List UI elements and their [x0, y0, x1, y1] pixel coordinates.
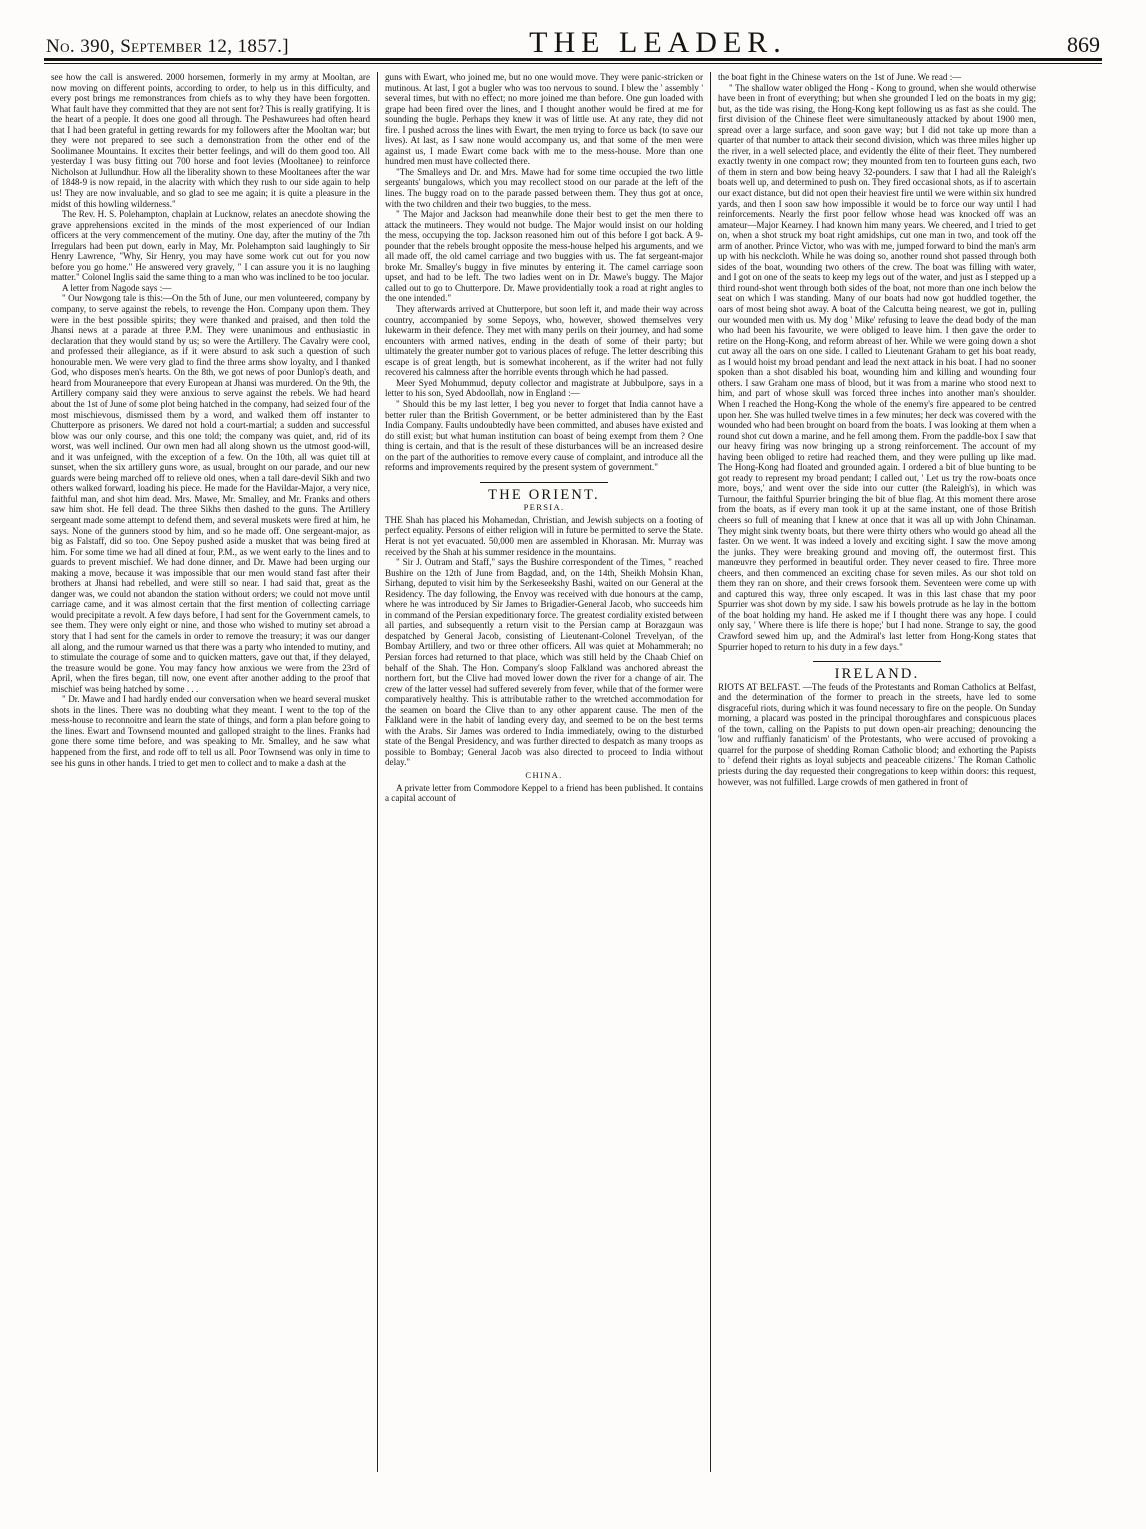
- article-paragraph: A letter from Nagode says :—: [62, 282, 172, 293]
- article-paragraph: THE Shah has placed his Mohamedan, Christian, and Jewish subjects on a footing of perfect equality. Persons of either religion will in future be permitted to serve the State. Herat is not yet evacuated. 50,000 men are assembled in Khorasan. Mr. Murray was received by the Shah at his summer residence in the mountains.: [385, 514, 703, 557]
- article-paragraph: "The Smalleys and Dr. and Mrs. Mawe had for some time occupied the two little sergeants' bungalows, which you may recollect stood on our parade at the left of the lines. The buggy road on to the parade passed between them. They thus got at once, with the two children and their two buggies, to the mess.: [385, 166, 703, 209]
- article-paragraph: RIOTS AT BELFAST. —The feuds of the Protestants and Roman Catholics at Belfast, and the determination of the former to preach in the streets, have led to some disgraceful riots, during which it was found necessary to fire on the people. On Sunday morning, a placard was posted in the principal thoroughfares and conspicuous places of the town, calling on the Papists to put down open-air preaching; denouncing the 'low and ruffianly fanaticism' of the Protestants, who were accused of provoking a quarrel for the purpose of shedding Roman Catholic blood; and exhorting the Papists to ' defend their rights as loyal subjects and peaceable citizens.' The Roman Catholic priests during the day requested their congregations to keep within doors: this request, however, was not fulfilled. Large crowds of men gathered in front of: [718, 681, 1036, 787]
- article-paragraph: " The Major and Jackson had meanwhile done their best to get the men there to attack the mutineers. They would not budge. The Major would insist on our holding the mess, occupying the top. Jackson reasoned him out of this before I got back. A 9-pounder that the rebels brought opposite the mess-house helped his arguments, and we all made off, the old camel carriage and two buggies with us. The fat sergeant-major broke Mr. Smalley's buggy in five minutes by entering it. The camel carriage soon upset, and had to be left. The two ladies went on in Dr. Mawe's buggy. The Major called out to go to Chutterpore. Dr. Mawe providentially took a road at right angles to the one intended.": [385, 209, 703, 304]
- section-subheading: CHINA.: [525, 770, 563, 780]
- issue-line: No. 390, September 12, 1857.]: [46, 36, 289, 57]
- section-subheading: PERSIA.: [523, 502, 565, 513]
- article-paragraph: They afterwards arrived at Chutterpore, but soon left it, and made their way across country, accompanied by some Sepoys, who, however, showed themselves very lukewarm in their defence. They met with many perils on their journey, and had some encounters with armed natives, ending in the death of some of their party; but ultimately the greater number got to various places of refuge. The letter describing this escape is of great length, but is somewhat incoherent, as if the writer had not fully recovered his calmness after the horrible events through which he had passed.: [385, 304, 703, 378]
- article-paragraph: Meer Syed Mohummud, deputy collector and magistrate at Jubbulpore, says in a letter to his son, Syed Abdoollah, now in England :—: [385, 377, 703, 399]
- column-container: [44, 72, 1102, 1472]
- article-paragraph: " Sir J. Outram and Staff," says the Bushire correspondent of the Times, " reached Bushire on the 12th of June from Bagdad, and, on the 14th, Sheikh Mohsin Khan, Sirhang, deputed to visit him by the Serkeseekshy Bashi, waited on our General at the Residency. The day following, the Envoy was received with due honours at the camp, where he was introduced by Sir James to Brigadier-General Jacob, who succeeds him in command of the Persian expeditionary force. The greatest cordiality existed between all parties, and subsequently a return visit to the Persian camp at Borazgaun was despatched by General Jacob, consisting of Lieutenant-Colonel Trevelyan, of the Bombay Artillery, and two or three other officers. All was quiet at Mohammerah; no Persian forces had returned to that place, which was still held by the Chaab Chief on behalf of the Shah. The Hon. Company's sloop Falkland was anchored abreast the northern fort, but the Clive had moved lower down the river for a change of air. The crew of the latter vessel had suffered severely from fever, while that of the former were comparatively healthy. This is attributable rather to the wretched accommodation for the seamen on board the Clive than to any other apparent cause. The men of the Falkland were in the habit of landing every day, and seemed to be on the best terms with the Arabs. Sir James was ordered to India immediately, owing to the disturbed state of the Bengal Presidency, and was further directed to despatch as many troops as possible to Bombay; General Jacob was also directed to proceed to India without delay.": [385, 557, 703, 768]
- article-paragraph: the boat fight in the Chinese waters on the 1st of June. We read :—: [718, 72, 962, 82]
- article-paragraph: " Our Nowgong tale is this:—On the 5th of June, our men volunteered, company by company, to serve against the rebels, to revenge the Hon. Company upon them. They were in the best possible spirits; they were thanked and praised, and then told the Jhansi news at a parade at three P.M. They were unanimous and enthusiastic in declaration that they would stand by us; so were the Artillery. The Cavalry were cool, and professed their allegiance, as if it were absurd to ask such a question of such honourable men. We were very glad to find the three arms show loyalty, and I thanked God, who disposes men's hearts. On the 8th, we got news of poor Dunlop's death, and heard from Mouraneepore that every European at Jhansi was murdered. On the 9th, the Artillery company said they were anxious to serve against the rebels. We had heard about the 1st of June of some plot being hatched in the company, had seized four of the most mischievous, dismissed them by a word, and walked them off instanter to Chutterpore as prisoners. We dared not hold a court-martial; a sudden and successful blow was our only course, and this one told; the company was quiet, and, rid of its worst, was well inclined. Our own men had all along shown us the utmost good-will, and it was unfeigned, with the exception of a few. On the 10th, all was quiet till at sunset, when the six artillery guns wore, as usual, brought on our parade, and our new guards were being marched off to relieve old ones, when a tall dare-devil Sikh and two others walked forward, loading his piece. He made for the Havildar-Major, a very nice, faithful man, and shot him dead. Mrs. Mawe, Mr. Smalley, and Mr. Franks and others saw him shot. He fell dead. The three Sikhs then dashed to the guns. The Artillery sergeant made some attempt to defend them, and several muskets were fired at him, he says. None of the gunners stood by him, and so he made off. One sergeant-major, as big as Falstaff, did so too. One Sepoy pushed aside a musket that was being fired at him. For some time we had all dined at four, P.M., as we went early to the lines and to guards to prevent mischief. We had done dinner, and Dr. Mawe had been urging our making a move, because it was impossible that our men would stand fast after their brothers at Jhansi had rebelled, and were still so near. I had said that, great as the danger was, we could not abandon the station without orders; we could not move until carriage came, and it was almost certain that the first mention of collecting carriage would precipitate a revolt. A few days before, I had sent for the Government camels, to see them. They were only eight or nine, and those who wished to mutiny set abroad a story that I had sent for the camels in order to remove the treasury; it was our danger all along, and the rumour warned us that there was a party who intended to mutiny, and to stimulate the courage of some and to quicken matters, gave out that, if they delayed, the treasure would be gone. You may fancy how anxious we were from the 23rd of April, when the fires began, till now, one event after another adding to the proof that mischief was being hatched by some . . .: [51, 293, 370, 694]
- section-heading: IRELAND.: [834, 666, 920, 683]
- column-1: [44, 72, 377, 1472]
- article-paragraph: " Should this be my last letter, I beg you never to forget that India cannot have a better ruler than the British Government, or be better administered than by the East India Company. Faults undoubtedly have been committed, and abuses have existed and do still exist; but what human institution can boast of being exempt from them ? One thing is certain, and that is the result of these disturbances will be an increased desire on the part of the authorities to remove every cause of complaint, and introduce all the reforms and improvements required by the present system of government.": [385, 398, 703, 473]
- section-divider: [480, 482, 608, 483]
- article-paragraph: The Rev. H. S. Polehampton, chaplain at Lucknow, relates an anecdote showing the grave apprehensions excited in the minds of the most experienced of our Indian officers at the very commencement of the mutiny. One day, after the mutiny of the 7th Irregulars had been put down, early in May, Mr. Polehampton said laughingly to Sir Henry Lawrence, "Why, Sir Henry, you may have some work cut out for you now before you go home." He answered very gravely, " I can assure you it is no laughing matter." Colonel Inglis said the same thing to a man who was inclined to be too jocular.: [51, 209, 370, 283]
- page-title: THE LEADER.: [529, 26, 787, 59]
- section-divider: [813, 661, 941, 662]
- article-paragraph: " Dr. Mawe and I had hardly ended our conversation when we heard several musket shots in the lines. There was no doubting what they meant. I went to the top of the mess-house to reconnoitre and learn the state of things, and form a plan before going to the lines. Ewart and Townsend mounted and galloped straight to the lines. Franks had gone there some time before, and was speaking to Mr. Smalley, and he saw what happened from the first, and rode off to tell us all. Poor Townsend was only in time to see his guns in other hands. I tried to get men to collect and to make a dash at the: [51, 694, 370, 768]
- article-paragraph: A private letter from Commodore Keppel to a friend has been published. It contains a capital account of: [385, 782, 703, 804]
- page-number: 869: [1066, 32, 1100, 57]
- article-paragraph: guns with Ewart, who joined me, but no one would move. They were panic-stricken or mutinous. At last, I got a bugler who was too nervous to sound. I blew the ' assembly ' several times, but with no effect; no more joined me than before. One gun loaded with grape had been fired over the lines, and I thought another would be fired at me for sounding the bugle. Perhaps they knew it was of little use. At any rate, they did not fire. I pushed across the lines with Ewart, the men trying to force us back (to save our lives). At last, as I saw none would accompany us, and that some of the men were against us, I made Ewart come back with me to the mess-house. More than one hundred men must have collected there.: [385, 72, 703, 167]
- article-paragraph: " The shallow water obliged the Hong - Kong to ground, when she would otherwise have been in front of everything; but when she grounded I led on the boats in my gig; but, as the tide was rising, the Hong-Kong kept following us as fast as she could. The first division of the Chinese fleet were simultaneously attacked by about 1900 men, spread over a large surface, and soon gave way; but I did not take up more than a quarter of that number to attack their second division, which was three miles higher up the river, in a well selected place, and evidently the élite of their fleet. They numbered exactly twenty in one compact row; they mounted from ten to fourteen guns each, two of them in stern and bow being heavy 32-pounders. I saw that I had all the Raleigh's boats well up, and determined to push on. They fired occasional shots, as if to ascertain our exact distance, but did not open their heaviest fire until we were within six hundred yards, and then I soon saw how impossible it would be to force our way until I had reinforcements. Nearly the first poor fellow whose head was knocked off was an amateur—Major Kearney. I had known him many years. We cheered, and I tried to get on, when a shot struck my boat right amidships, cut one man in two, and took off the arm of another. Prince Victor, who was with me, jumped forward to bind the man's arm up with his neckcloth. While he was doing so, another round shot passed through both sides of the boat, wounding two others of the crew. The boat was filling with water, and I got on one of the seats to keep my legs out of the water, and just as I stepped up a third round-shot went through both sides of the boat, not more than one inch below the seat on which I was standing. Many of our boats had now got huddled together, the oars of most being shot away. A boat of the Calcutta being nearest, we got in, pulling our wounded men with us. My dog ' Mike' refusing to leave the dead body of the man who had been his favourite, we were obliged to leave him. I then gave the order to retire on the Hong-Kong, and reform abreast of her. While we were going down a shot cut away all the oars on one side. I called to Lieutenant Graham to get his boat ready, as I would hoist my broad pendant and lead the next attack in his boat. I had no sooner spoken than a shot disabled his boat, wounding him and killing and wounding four others. I saw Graham one mass of blood, but it was from a marine who stood next to him, and part of whose skull was forced three inches into another man's shoulder. When I reached the Hong-Kong the whole of the enemy's fire appeared to be centred upon her. She was hulled twelve times in a few minutes; her deck was covered with the wounded who had been brought on board from the boats. I was looking at them when a round shot cut down a marine, and he fell among them. From the paddle-box I saw that our heavy firing was now bringing up a strong reinforcement. The account of my having been obliged to retire had reached them, and they were pulling up like mad. The Hong-Kong had floated and grounded again. I ordered a bit of blue bunting to be got ready to represent my broad pendant; I called out, ' Let us try the row-boats once more, boys,' and went over the side into our cutter (the Raleigh's), in which was Turnour, the faithful Spurrier bringing the bit of blue flag. At this moment there arose from the boats, as if every man took it up at the same instant, one of those British cheers so full of meaning that I knew at once that it was all up with John Chinaman. They might sink twenty boats, but there were thirty others who would go ahead all the faster. On we went. It was indeed a lovely and exciting sight. I saw the move among the junks. They were breaking ground and moving off, the outermost first. This manœuvre they performed in beautiful order. They never ceased to fire. Three more cheers, and then commenced an exciting chase for seven miles. As our shot told on them they ran on shore, and their crews forsook them. Seventeen were come up with and captured this way, three only escaped. It was in this last chase that my poor Spurrier was shot down by my side. I saw his bowels protrude as he lay in the bottom of the boat holding my hand. He asked me if I thought there was any hope. I could only say, ' Where there is life there is hope;' but I had none. Strange to say, the good Crawford sewed him up, and the Admiral's last letter from Hong-Kong states that Spurrier hoped to return to his duty in a few days.": [718, 82, 1036, 652]
- masthead: [0, 0, 1146, 59]
- section-heading: THE ORIENT.: [488, 486, 600, 503]
- column-2: [377, 72, 710, 1472]
- article-paragraph: see how the call is answered. 2000 horsemen, formerly in my army at Mooltan, are now moving on different points, according to order, to help us in this difficulty, and every post brings me remonstrances from chiefs as to why they have been forgotten. What fault have they committed that they are not sent for? This is really gratifying. It is the heart of a people. It does one good all through. The Peshawurees had often heard that I had been grateful in getting rewards for my followers after the Mooltan war; but they were not prepared to see such a demonstration from the other end of the Soolimanee Mountains. It excites their better feelings, and will do them good too. All yesterday I was busy fitting out 700 horse and foot levies (Mooltanee) to reinforce Nicholson at Jullundhur. How all the liberality shown to these Mooltanees after the war of 1848-9 is now repaid, in the alacrity with which they rush to our side again to help us! They are now invaluable, and so glad to see me again; it is quite a pleasure in the midst of this howling wilderness.": [51, 72, 370, 209]
- column-3: [710, 72, 1043, 1472]
